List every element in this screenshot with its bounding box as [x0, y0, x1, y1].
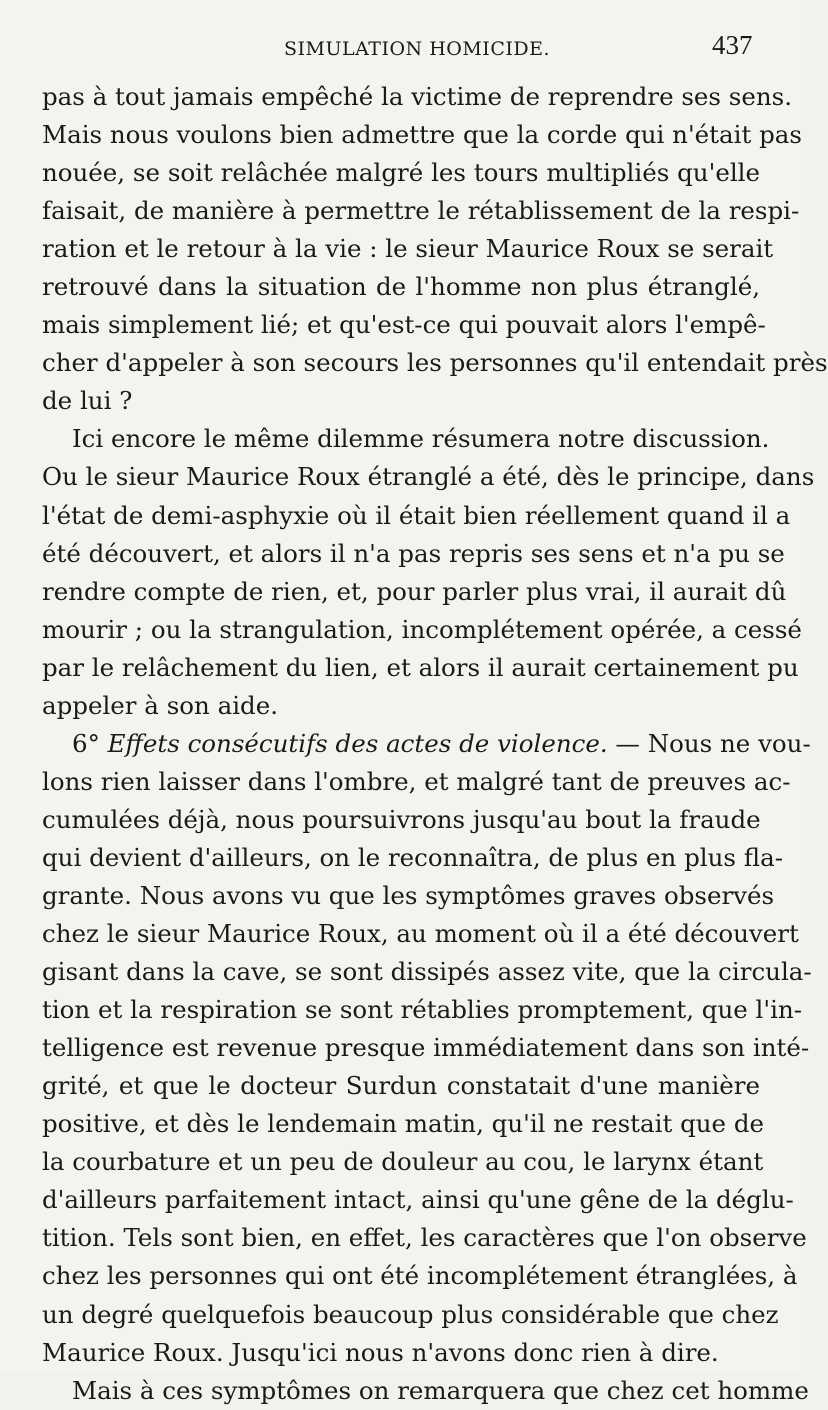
text-line: chez les personnes qui ont été incomplétement étranglées, à [42, 1261, 798, 1291]
text-line: Mais nous voulons bien admettre que la corde qui n'était pas [42, 120, 802, 150]
section-number: 6° [72, 728, 108, 758]
text-line: un degré quelquefois beaucoup plus considérable que chez [42, 1299, 779, 1329]
section-lead-text: — Nous ne vou- [607, 728, 811, 758]
page-number: 437 [712, 30, 753, 60]
text-line: par le relâchement du lien, et alors il aurait certainement pu [42, 652, 799, 682]
text-line: la courbature et un peu de douleur au cou, le larynx étant [42, 1147, 764, 1177]
text-line: telligence est revenue presque immédiatement dans son inté- [42, 1033, 810, 1063]
text-line: cumulées déjà, nous poursuivrons jusqu'au bout la fraude [42, 804, 761, 834]
text-line: nouée, se soit relâchée malgré les tours multipliés qu'elle [42, 158, 760, 188]
text-line: retrouvé dans la situation de l'homme non plus étranglé, [42, 272, 760, 302]
text-line: positive, et dès le lendemain matin, qu'il ne restait que de [42, 1109, 765, 1139]
text-line: d'ailleurs parfaitement intact, ainsi qu'une gêne de la déglu- [42, 1185, 794, 1215]
text-line: l'état de demi-asphyxie où il était bien réellement quand il a [42, 500, 791, 530]
text-line: mourir ; ou la strangulation, incomplétement opérée, a cessé [42, 614, 802, 644]
text-line: chez le sieur Maurice Roux, au moment où il a été découvert [42, 919, 799, 949]
section-heading-line [42, 725, 811, 763]
text-line: été découvert, et alors il n'a pas repris ses sens et n'a pu se [42, 538, 785, 568]
text-line: gisant dans la cave, se sont dissipés assez vite, que la circula- [42, 957, 812, 987]
text-line: Mais à ces symptômes on remarquera que chez cet homme [72, 1375, 809, 1405]
text-line: Ici encore le même dilemme résumera notre discussion. [72, 424, 770, 454]
text-line: pas à tout jamais empêché la victime de reprendre ses sens. [42, 82, 793, 111]
text-line: appeler à son aide. [42, 690, 279, 720]
text-line: rendre compte de rien, et, pour parler plus vrai, il aurait dû [42, 576, 787, 606]
text-line: faisait, de manière à permettre le rétablissement de la respi- [42, 196, 800, 226]
text-line: mais simplement lié; et qu'est-ce qui pouvait alors l'empê- [42, 310, 766, 340]
text-line: Ou le sieur Maurice Roux étranglé a été, dès le principe, dans [42, 462, 815, 492]
text-line: lons rien laisser dans l'ombre, et malgré tant de preuves ac- [42, 766, 791, 796]
text-line: tion et la respiration se sont rétablies promptement, que l'in- [42, 995, 803, 1025]
text-line: grante. Nous avons vu que les symptômes graves observés [42, 880, 775, 910]
section-title: Effets consécutifs des actes de violence. [107, 728, 608, 758]
text-line: grité, et que le docteur Surdun constatait d'une manière [42, 1071, 760, 1101]
text-line: cher d'appeler à son secours les personnes qu'il entendait près [42, 348, 828, 378]
text-line: Maurice Roux. Jusqu'ici nous n'avons donc rien à dire. [42, 1337, 719, 1367]
body-text [42, 78, 828, 1410]
text-line: ration et le retour à la vie : le sieur Maurice Roux se serait [42, 234, 774, 264]
text-line: qui devient d'ailleurs, on le reconnaîtra, de plus en plus fla- [42, 842, 783, 872]
running-head [0, 30, 800, 70]
running-title: SIMULATION HOMICIDE. [284, 38, 550, 60]
text-line: tition. Tels sont bien, en effet, les caractères que l'on observe [42, 1223, 807, 1253]
text-line: de lui ? [42, 386, 133, 416]
